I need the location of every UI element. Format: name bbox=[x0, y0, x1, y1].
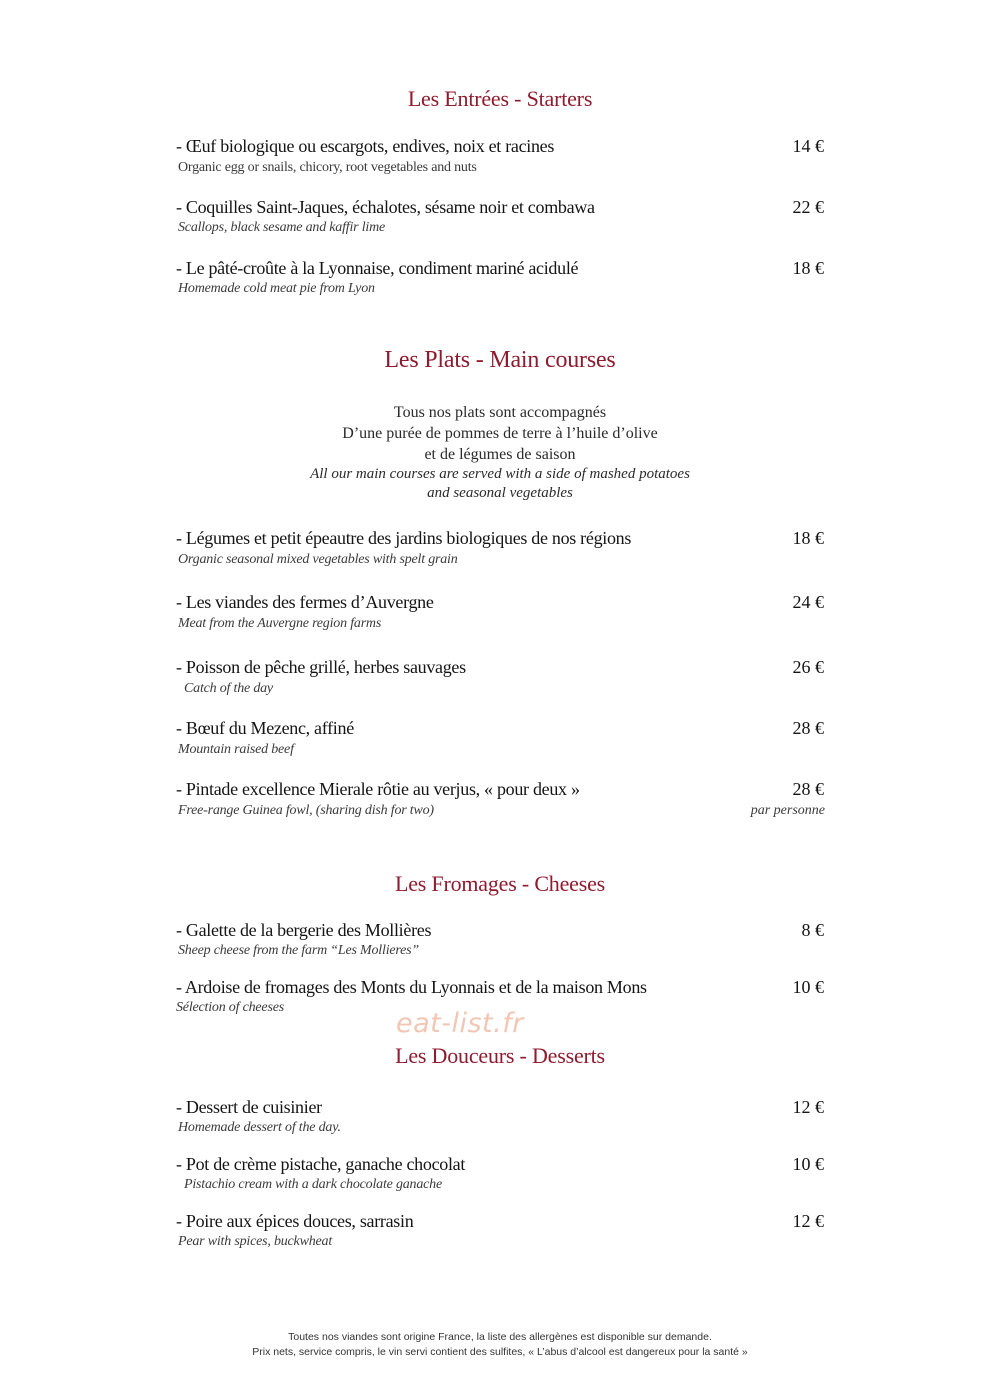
menu-item-price: 18 € bbox=[792, 528, 824, 548]
menu-item-name: - Ardoise de fromages des Monts du Lyonnais et de la maison Mons bbox=[176, 977, 647, 997]
menu-item-name: - Galette de la bergerie des Mollières bbox=[176, 920, 432, 940]
menu-item-name: - Le pâté-croûte à la Lyonnaise, condiment mariné acidulé bbox=[176, 258, 579, 278]
menu-item-price: 14 € bbox=[792, 136, 824, 156]
mains-intro-line: All our main courses are served with a side of mashed potatoes bbox=[310, 466, 690, 482]
menu-item-price: 28 € bbox=[792, 779, 824, 799]
mains-intro-line: D’une purée de pommes de terre à l’huile d’olive bbox=[342, 425, 658, 442]
price-note: par personne bbox=[750, 803, 825, 818]
menu-item-description: Pistachio cream with a dark chocolate ganache bbox=[184, 1177, 442, 1192]
menu-item-name: - Poisson de pêche grillé, herbes sauvages bbox=[176, 657, 466, 677]
menu-item-price: 12 € bbox=[792, 1211, 824, 1231]
section-title-mains: Les Plats - Main courses bbox=[384, 347, 616, 373]
menu-item-description: Organic seasonal mixed vegetables with spelt grain bbox=[178, 552, 458, 567]
menu-item-name: - Pot de crème pistache, ganache chocolat bbox=[176, 1154, 466, 1174]
menu-item-description: Catch of the day bbox=[184, 681, 273, 696]
menu-item-price: 10 € bbox=[792, 977, 824, 997]
section-title-cheeses: Les Fromages - Cheeses bbox=[394, 871, 606, 896]
mains-intro-line: et de légumes de saison bbox=[424, 446, 576, 463]
menu-item-price: 10 € bbox=[792, 1154, 824, 1174]
menu-item-name: - Légumes et petit épeautre des jardins biologiques de nos régions bbox=[176, 528, 632, 548]
menu-item-description: Scallops, black sesame and kaffir lime bbox=[178, 220, 386, 235]
menu-item-price: 18 € bbox=[792, 258, 824, 278]
menu-item-name: - Œuf biologique ou escargots, endives, noix et racines bbox=[176, 136, 555, 156]
menu-item-name: - Pintade excellence Mierale rôtie au verjus, « pour deux » bbox=[176, 779, 580, 799]
menu-item-description: Mountain raised beef bbox=[178, 742, 294, 757]
mains-intro-line: and seasonal vegetables bbox=[427, 485, 573, 501]
menu-item-price: 22 € bbox=[792, 197, 824, 217]
menu-item-description: Free-range Guinea fowl, (sharing dish for two) bbox=[178, 803, 434, 818]
menu-item-description: Sheep cheese from the farm “Les Mollieres” bbox=[178, 943, 419, 958]
footer-note: Prix nets, service compris, le vin servi contient des sulfites, « L’abus d’alcool est dangereux pour la santé » bbox=[252, 1346, 748, 1358]
menu-item-price: 12 € bbox=[792, 1097, 824, 1117]
menu-item-description: Organic egg or snails, chicory, root vegetables and nuts bbox=[178, 160, 477, 175]
mains-intro-line: Tous nos plats sont accompagnés bbox=[393, 404, 607, 421]
menu-item-name: - Les viandes des fermes d’Auvergne bbox=[176, 592, 434, 612]
menu-item-price: 24 € bbox=[792, 592, 824, 612]
menu-item-price: 8 € bbox=[801, 920, 824, 940]
menu-item-name: - Poire aux épices douces, sarrasin bbox=[176, 1211, 414, 1231]
menu-item-name: - Bœuf du Mezenc, affiné bbox=[176, 718, 354, 738]
menu-item-name: - Coquilles Saint-Jaques, échalotes, sésame noir et combawa bbox=[176, 197, 595, 217]
footer-note: Toutes nos viandes sont origine France, la liste des allergènes est disponible sur demande. bbox=[288, 1331, 712, 1343]
section-title-starters: Les Entrées - Starters bbox=[407, 86, 593, 111]
menu-item-price: 26 € bbox=[792, 657, 824, 677]
section-title-desserts: Les Douceurs - Desserts bbox=[395, 1043, 605, 1068]
menu-item-description: Pear with spices, buckwheat bbox=[178, 1234, 333, 1249]
menu-item-description: Sélection of cheeses bbox=[176, 1000, 284, 1015]
menu-item-description: Homemade cold meat pie from Lyon bbox=[178, 281, 375, 296]
menu-item-description: Homemade dessert of the day. bbox=[178, 1120, 341, 1135]
menu-item-name: - Dessert de cuisinier bbox=[176, 1097, 322, 1117]
menu-item-price: 28 € bbox=[792, 718, 824, 738]
watermark-text: eat-list.fr bbox=[396, 1008, 524, 1039]
menu-item-description: Meat from the Auvergne region farms bbox=[178, 616, 382, 631]
